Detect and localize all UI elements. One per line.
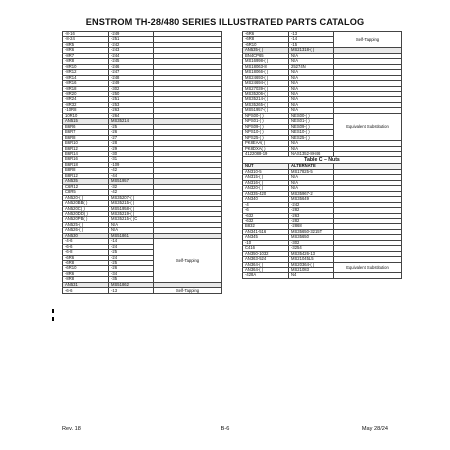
alternate-part-cell: -243 bbox=[109, 48, 154, 53]
right-parts-table bbox=[242, 31, 402, 279]
alternate-part-cell: -29 bbox=[109, 146, 154, 151]
change-bar bbox=[52, 309, 54, 313]
part-number-cell: AN520DD( ) bbox=[63, 211, 109, 216]
part-number-cell: MS35265-( ) bbox=[243, 102, 289, 107]
alternate-part-cell: NES10-( ) bbox=[289, 130, 334, 135]
alternate-part-cell: -24 bbox=[109, 244, 154, 249]
alternate-part-cell: NAS1352-8H46 bbox=[289, 151, 334, 156]
change-bar bbox=[52, 317, 54, 321]
alternate-part-cell: N/A bbox=[289, 59, 334, 64]
part-number-cell: AN525-( ) bbox=[63, 222, 109, 227]
alternate-part-cell: N/A bbox=[289, 75, 334, 80]
part-number-cell: -632 bbox=[243, 218, 289, 223]
part-number-cell: -4-6 bbox=[63, 239, 109, 244]
part-number-cell: NPS10-( ) bbox=[243, 130, 289, 135]
part-number-cell: MS16998-( ) bbox=[243, 59, 289, 64]
column-header-alternate: ALTERNATE bbox=[289, 164, 334, 169]
part-number-cell: C416 bbox=[243, 246, 289, 251]
part-number-cell: -8R16 bbox=[63, 81, 109, 86]
part-number-cell: -8R10 bbox=[63, 64, 109, 69]
part-number-cell: MS18063-8 bbox=[243, 64, 289, 69]
part-number-cell: NPS01-( ) bbox=[243, 119, 289, 124]
part-number-cell: AN530 bbox=[63, 233, 109, 238]
part-number-cell: AN526-( ) bbox=[63, 228, 109, 233]
part-number-cell: -8R14 bbox=[63, 75, 109, 80]
left-parts-column bbox=[62, 31, 222, 294]
alternate-part-cell: MS17825-5 bbox=[289, 169, 334, 174]
part-number-cell: -6R8 bbox=[243, 37, 289, 42]
alternate-part-cell: -264 bbox=[109, 113, 154, 118]
part-number-cell: B6R6 bbox=[63, 124, 109, 129]
page-title: ENSTROM TH-28/480 SERIES ILLUSTRATED PARTS CATALOG bbox=[85, 17, 365, 27]
alternate-part-cell: MS35214 bbox=[109, 119, 154, 124]
part-number-cell: -8R6 bbox=[63, 48, 109, 53]
alternate-part-cell: -2868 bbox=[289, 224, 334, 229]
part-number-cell: B832 bbox=[243, 224, 289, 229]
part-number-cell: -6R8 bbox=[63, 261, 109, 266]
alternate-part-cell: MS21045L5 bbox=[289, 257, 334, 262]
part-number-cell: -6R10 bbox=[63, 266, 109, 271]
part-number-cell: -6-6 bbox=[63, 288, 109, 294]
alternate-part-cell: MS51957 bbox=[109, 179, 154, 184]
alternate-part-cell: N/A bbox=[289, 81, 334, 86]
alternate-part-cell: -250 bbox=[109, 91, 154, 96]
part-number-cell: AN335-420 bbox=[243, 191, 289, 196]
part-number-cell: AN364-( ) bbox=[243, 262, 289, 267]
part-number-cell: MS27039-( ) bbox=[243, 86, 289, 91]
alternate-part-cell: MS51861 bbox=[109, 233, 154, 238]
part-number-cell: AN340 bbox=[243, 197, 289, 202]
alternate-part-cell: N/A bbox=[289, 146, 334, 151]
alternate-part-cell: N/A bbox=[289, 53, 334, 58]
part-number-cell: PK8DXA( ) bbox=[243, 146, 289, 151]
alternate-part-cell: NES09-( ) bbox=[289, 124, 334, 129]
alternate-part-cell: -13 bbox=[109, 288, 154, 294]
part-number-cell: -6R10 bbox=[243, 42, 289, 47]
part-number-cell: -428A bbox=[243, 273, 289, 278]
part-number-cell: PK8EAA( ) bbox=[243, 141, 289, 146]
alternate-part-cell: N/A bbox=[289, 175, 334, 180]
alternate-part-cell: MS21318-( ) bbox=[289, 48, 334, 53]
alternate-part-cell: -251 bbox=[109, 37, 154, 42]
alternate-part-cell: NES01-( ) bbox=[289, 119, 334, 124]
alternate-part-cell: -251 bbox=[109, 97, 154, 102]
table-row bbox=[243, 273, 402, 278]
alternate-part-cell: -3254 bbox=[289, 246, 334, 251]
part-number-cell: AN364-( ) bbox=[243, 268, 289, 273]
alternate-part-cell: -13 bbox=[289, 32, 334, 37]
alternate-part-cell: MS35650-3215T bbox=[289, 229, 334, 234]
part-number-cell: B8R12 bbox=[63, 173, 109, 178]
part-number-cell: -8R20 bbox=[63, 91, 109, 96]
alternate-part-cell: -25 bbox=[109, 261, 154, 266]
alternate-part-cell: NES25-( ) bbox=[289, 135, 334, 140]
part-number-cell: MS18066-( ) bbox=[243, 70, 289, 75]
alternate-part-cell: N/A bbox=[289, 86, 334, 91]
alternate-part-cell: -282 bbox=[289, 218, 334, 223]
alternate-part-cell: MS21083 bbox=[289, 268, 334, 273]
part-number-cell: B6R8 bbox=[63, 135, 109, 140]
alternate-part-cell: -263 bbox=[289, 213, 334, 218]
part-number-cell: B6R14 bbox=[63, 151, 109, 156]
alternate-part-cell: MS51958-( ) bbox=[109, 206, 154, 211]
alternate-part-cell: -245 bbox=[109, 59, 154, 64]
alternate-part-cell: MS35215-( )C bbox=[109, 217, 154, 222]
table-caption: Table C – Nuts bbox=[243, 157, 402, 164]
revision-date: May 28/24 bbox=[361, 426, 388, 432]
alternate-part-cell: MS51862 bbox=[109, 282, 154, 287]
part-number-cell: NPS09-( ) bbox=[243, 124, 289, 129]
alternate-part-cell: -42 bbox=[109, 168, 154, 173]
part-number-cell: AN531 bbox=[63, 282, 109, 287]
part-number-cell: 10R10 bbox=[63, 113, 109, 118]
alternate-part-cell: -32 bbox=[109, 184, 154, 189]
part-number-cell: AN520C( ) bbox=[63, 206, 109, 211]
alternate-part-cell: N/A bbox=[289, 141, 334, 146]
alternate-part-cell: -302 bbox=[289, 240, 334, 245]
part-number-cell: AN341-516 bbox=[243, 229, 289, 234]
part-number-cell: AN520-( ) bbox=[63, 195, 109, 200]
left-parts-table bbox=[62, 31, 222, 294]
part-number-cell: -8-24 bbox=[63, 37, 109, 42]
part-number-cell: AN350-1032 bbox=[243, 251, 289, 256]
part-number-cell: -6R6 bbox=[63, 255, 109, 260]
alternate-part-cell: NES00-( ) bbox=[289, 113, 334, 118]
alternate-part-cell: -253 bbox=[109, 102, 154, 107]
alternate-part-cell: -25 bbox=[109, 250, 154, 255]
alternate-part-cell: -34 bbox=[109, 271, 154, 276]
part-number-cell: MS24694-( ) bbox=[243, 81, 289, 86]
alternate-part-cell: -242 bbox=[109, 42, 154, 47]
part-number-cell: AN363-524 bbox=[243, 257, 289, 262]
remark-cell: Self-Tapping bbox=[154, 239, 222, 283]
part-number-cell: 4122088-19 bbox=[243, 151, 289, 156]
alternate-part-cell: -14 bbox=[289, 37, 334, 42]
alternate-part-cell: -263 bbox=[109, 108, 154, 113]
alternate-part-cell: -246 bbox=[109, 64, 154, 69]
alternate-part-cell: -247 bbox=[109, 70, 154, 75]
remark-cell: Equivalent Substitution bbox=[334, 262, 402, 273]
alternate-part-cell: MS35967-2 bbox=[289, 191, 334, 196]
alternate-part-cell: MS20364-( ) bbox=[289, 262, 334, 267]
alternate-part-cell: -15 bbox=[289, 42, 334, 47]
part-number-cell: -8R24 bbox=[63, 97, 109, 102]
part-number-cell: -632 bbox=[243, 213, 289, 218]
part-number-cell: -8R8 bbox=[63, 277, 109, 282]
part-number-cell: -10R8 bbox=[63, 108, 109, 113]
part-number-cell: B6R7 bbox=[63, 130, 109, 135]
part-number-cell: -6-6 bbox=[63, 244, 109, 249]
alternate-part-cell: MS35426-13 bbox=[289, 251, 334, 256]
part-number-cell: C6R12 bbox=[63, 184, 109, 189]
remark-cell bbox=[334, 273, 402, 278]
revision-label: Rev. 18 bbox=[62, 426, 81, 432]
alternate-part-cell: N/A bbox=[289, 180, 334, 185]
alternate-part-cell: -44 bbox=[109, 173, 154, 178]
part-number-cell: -8R18 bbox=[63, 86, 109, 91]
part-number-cell: -8R8 bbox=[63, 59, 109, 64]
alternate-part-cell: N/A bbox=[289, 97, 334, 102]
remark-cell: Equivalent Substitution bbox=[334, 113, 402, 140]
alternate-part-cell: -27 bbox=[109, 135, 154, 140]
part-number-cell: B6R10 bbox=[63, 141, 109, 146]
table-caption-row bbox=[243, 157, 402, 164]
alternate-part-cell: N4 bbox=[289, 273, 334, 278]
alternate-part-cell: -25 bbox=[109, 124, 154, 129]
alternate-part-cell: -249 bbox=[109, 32, 154, 37]
part-number-cell: -8R12 bbox=[63, 70, 109, 75]
part-number-cell: MS51957-( ) bbox=[243, 108, 289, 113]
alternate-part-cell: N/A bbox=[109, 222, 154, 227]
part-number-cell: -6-8 bbox=[63, 250, 109, 255]
alternate-part-cell: MS35207-( ) bbox=[109, 195, 154, 200]
alternate-part-cell: -242 bbox=[289, 202, 334, 207]
part-number-cell: AN535 bbox=[63, 179, 109, 184]
part-number-cell: -6R6 bbox=[243, 32, 289, 37]
alternate-part-cell: -42 bbox=[109, 190, 154, 195]
column-header-nut: NUT bbox=[243, 164, 289, 169]
alternate-part-cell: -109 bbox=[109, 162, 154, 167]
alternate-part-cell: -31 bbox=[109, 157, 154, 162]
alternate-part-cell: MS35650 bbox=[289, 235, 334, 240]
part-number-cell: -8R5 bbox=[63, 42, 109, 47]
part-number-cell: AN316-( ) bbox=[243, 180, 289, 185]
part-number-cell: BN4CP65 bbox=[243, 53, 289, 58]
part-number-cell: AN320-( ) bbox=[243, 186, 289, 191]
part-number-cell: NPS25-( ) bbox=[243, 135, 289, 140]
part-number-cell: AN315-( ) bbox=[243, 175, 289, 180]
part-number-cell: -8R32 bbox=[63, 102, 109, 107]
alternate-part-cell: -249 bbox=[109, 81, 154, 86]
alternate-part-cell: -26 bbox=[109, 130, 154, 135]
part-number-cell: MS24693-( ) bbox=[243, 75, 289, 80]
alternate-part-cell: -244 bbox=[109, 53, 154, 58]
alternate-part-cell: 25274N bbox=[289, 64, 334, 69]
part-number-cell: B8R8 bbox=[63, 168, 109, 173]
remark-cell: Self-Tapping bbox=[334, 32, 402, 48]
part-number-cell: AN310-5 bbox=[243, 169, 289, 174]
part-number-cell: B6R18 bbox=[63, 162, 109, 167]
alternate-part-cell: -28 bbox=[109, 141, 154, 146]
alternate-part-cell: -302 bbox=[109, 86, 154, 91]
alternate-part-cell: N/A bbox=[289, 91, 334, 96]
part-number-cell: AN535-( ) bbox=[243, 48, 289, 53]
part-number-cell: -8R6 bbox=[63, 271, 109, 276]
part-number-cell: AN345 bbox=[243, 235, 289, 240]
remark-cell: Self-Tapping bbox=[154, 288, 222, 294]
alternate-part-cell: -35 bbox=[109, 277, 154, 282]
alternate-part-cell: N/A bbox=[289, 108, 334, 113]
alternate-part-cell: -248 bbox=[109, 75, 154, 80]
part-number-cell: AN520PB( ) bbox=[63, 217, 109, 222]
page-number: B-6 bbox=[220, 426, 230, 432]
alternate-part-cell: N/A bbox=[289, 102, 334, 107]
part-number-cell: MS35206-( ) bbox=[243, 91, 289, 96]
alternate-part-cell: -282 bbox=[289, 208, 334, 213]
part-number-cell: B6R16 bbox=[63, 157, 109, 162]
alternate-part-cell: N/A bbox=[289, 70, 334, 75]
alternate-part-cell: N/A bbox=[289, 186, 334, 191]
alternate-part-cell: -30 bbox=[109, 151, 154, 156]
part-number-cell: AN520BB( ) bbox=[63, 201, 109, 206]
alternate-part-cell: -24 bbox=[109, 255, 154, 260]
alternate-part-cell: MS35649 bbox=[289, 197, 334, 202]
table-row bbox=[63, 288, 222, 294]
part-number-cell: B6R12 bbox=[63, 146, 109, 151]
alternate-part-cell: -14 bbox=[109, 239, 154, 244]
part-number-cell: -10 bbox=[243, 240, 289, 245]
part-number-cell: -6 bbox=[243, 208, 289, 213]
part-number-cell: -8-16 bbox=[63, 32, 109, 37]
alternate-part-cell: MS35215-( ) bbox=[109, 201, 154, 206]
alternate-part-cell: N/A bbox=[109, 228, 154, 233]
part-number-cell: -8R7 bbox=[63, 53, 109, 58]
part-number-cell: AN515 bbox=[63, 119, 109, 124]
right-parts-column bbox=[242, 31, 402, 279]
alternate-part-cell: -26 bbox=[109, 266, 154, 271]
part-number-cell: C8R5 bbox=[63, 190, 109, 195]
alternate-part-cell: MS35219-( ) bbox=[109, 211, 154, 216]
part-number-cell: -4 bbox=[243, 202, 289, 207]
part-number-cell: MS35214-( ) bbox=[243, 97, 289, 102]
part-number-cell: NPS00-( ) bbox=[243, 113, 289, 118]
